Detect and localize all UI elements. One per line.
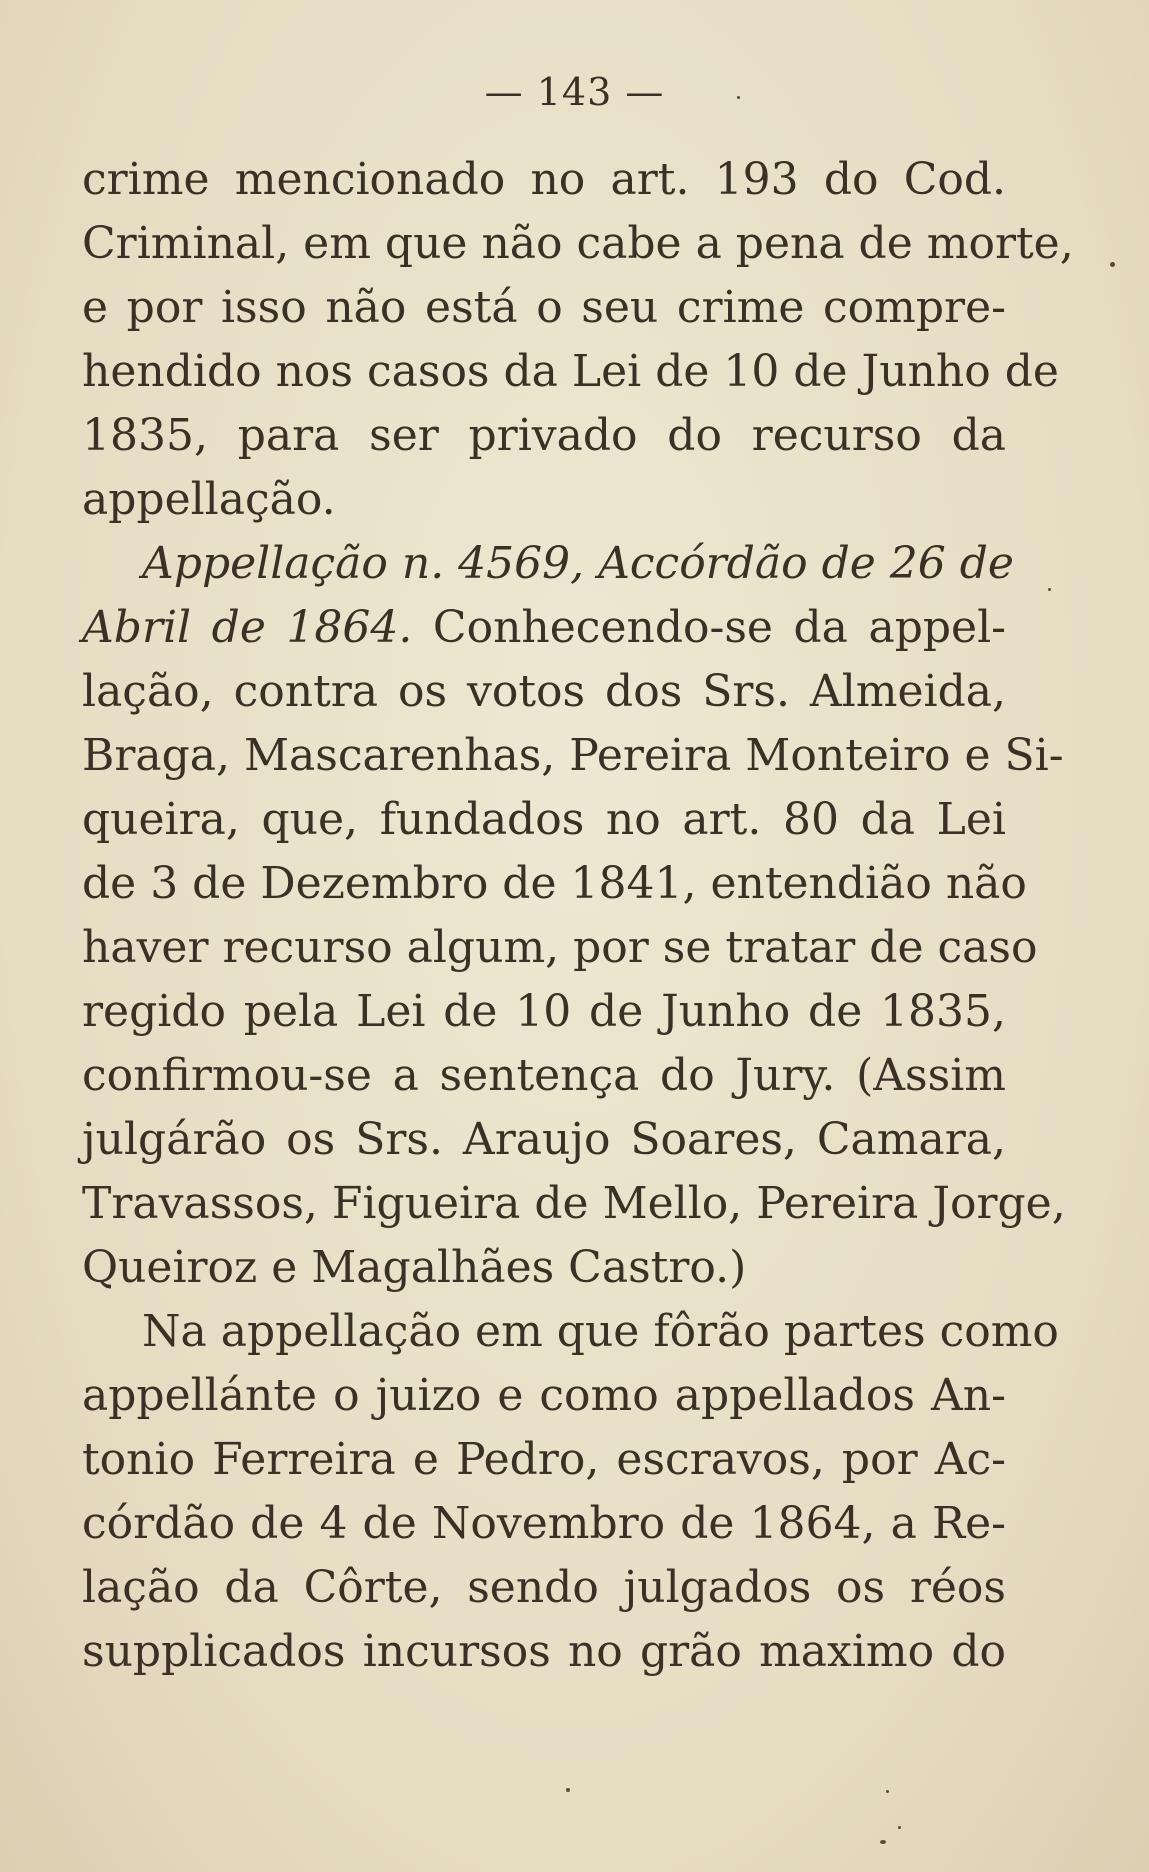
text-line: Na appellação em que fôrão partes como bbox=[142, 1306, 1059, 1357]
paper-speck bbox=[880, 1840, 886, 1844]
paper-speck bbox=[886, 1790, 889, 1793]
text-line: supplicados incursos no grão maximo do bbox=[82, 1626, 1006, 1677]
text-line: Travassos, Figueira de Mello, Pereira Jorge, bbox=[82, 1178, 1066, 1229]
case-citation: Appellação n. 4569, Accórdão de 26 de bbox=[142, 538, 1014, 589]
text-run: Conhecendo-se da appel- bbox=[412, 602, 1007, 653]
text-line: haver recurso algum, por se tratar de caso bbox=[82, 922, 1038, 973]
body-text bbox=[82, 148, 1074, 1684]
text-line: e por isso não está o seu crime compre- bbox=[82, 282, 1006, 333]
paper-speck bbox=[1048, 588, 1051, 591]
text-line: Queiroz e Magalhães Castro.) bbox=[82, 1242, 747, 1293]
text-line: hendido nos casos da Lei de 10 de Junho de bbox=[82, 346, 1059, 397]
text-line: appellação. bbox=[82, 474, 336, 525]
paper-speck bbox=[898, 1826, 901, 1829]
text-line: lação da Côrte, sendo julgados os réos bbox=[82, 1562, 1006, 1613]
paragraph-1 bbox=[82, 148, 1074, 532]
paper-speck bbox=[737, 96, 740, 99]
text-line: Criminal, em que não cabe a pena de morte, bbox=[82, 218, 1074, 269]
text-line: confirmou-se a sentença do Jury. (Assim bbox=[82, 1050, 1006, 1101]
text-line: de 3 de Dezembro de 1841, entendião não bbox=[82, 858, 1027, 909]
text-line: 1835, para ser privado do recurso da bbox=[82, 410, 1006, 461]
text-line: lação, contra os votos dos Srs. Almeida, bbox=[82, 666, 1006, 717]
text-line: julgárão os Srs. Araujo Soares, Camara, bbox=[82, 1114, 1006, 1165]
text-line: appellánte o juizo e como appellados An- bbox=[82, 1370, 1006, 1421]
paragraph-2 bbox=[82, 532, 1066, 1300]
text-line: crime mencionado no art. 193 do Cod. bbox=[82, 154, 1006, 205]
page-number: — 143 — bbox=[484, 70, 665, 114]
case-date: Abril de 1864. bbox=[82, 602, 413, 653]
text-line: regido pela Lei de 10 de Junho de 1835, bbox=[82, 986, 1006, 1037]
text-line bbox=[82, 596, 1006, 660]
paper-speck bbox=[566, 1788, 570, 1792]
text-line: córdão de 4 de Novembro de 1864, a Re- bbox=[82, 1498, 1006, 1549]
text-line: Braga, Mascarenhas, Pereira Monteiro e Si- bbox=[82, 730, 1064, 781]
text-line: queira, que, fundados no art. 80 da Lei bbox=[82, 794, 1006, 845]
paper-speck bbox=[1110, 262, 1115, 267]
text-line: tonio Ferreira e Pedro, escravos, por Ac- bbox=[82, 1434, 1006, 1485]
paragraph-3 bbox=[82, 1300, 1059, 1684]
